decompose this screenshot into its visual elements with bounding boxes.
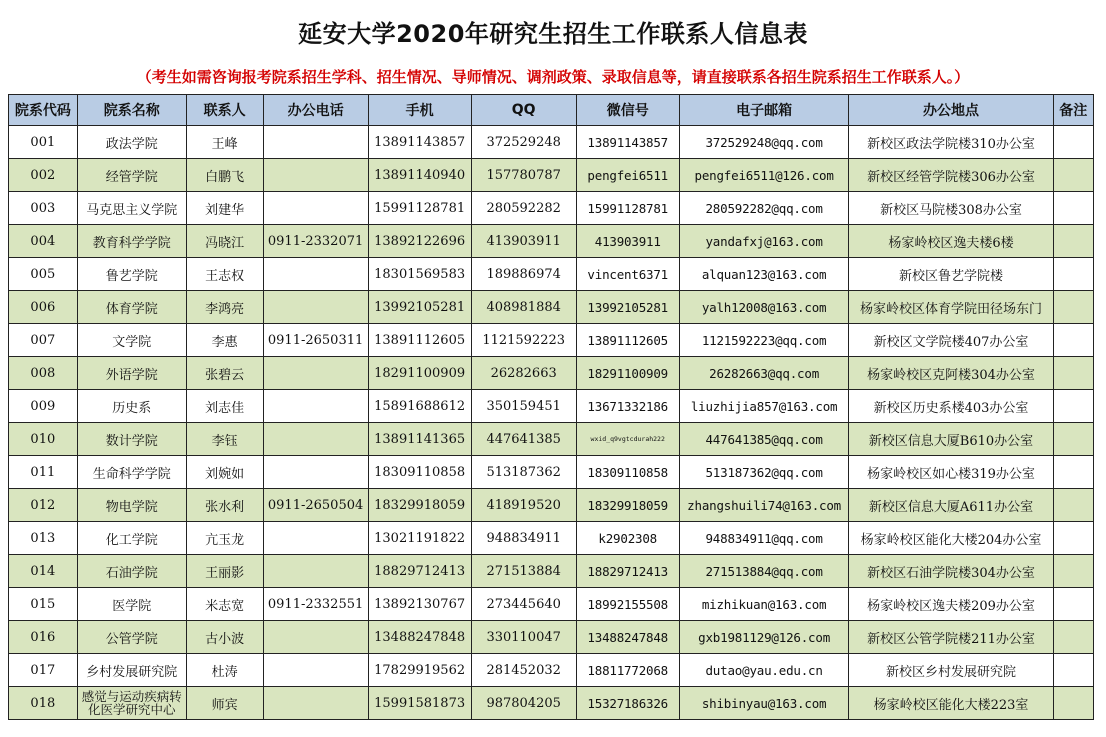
cell-email: zhangshuili74@163.com bbox=[679, 489, 849, 522]
table-row bbox=[9, 291, 1094, 324]
cell-office-phone: 0911-2332551 bbox=[263, 588, 368, 621]
cell-dept-code: 015 bbox=[9, 588, 78, 621]
cell-remarks bbox=[1053, 654, 1093, 687]
cell-office-location: 杨家岭校区逸夫楼209办公室 bbox=[849, 588, 1053, 621]
cell-remarks bbox=[1053, 357, 1093, 390]
cell-dept-code: 005 bbox=[9, 258, 78, 291]
cell-email: liuzhijia857@163.com bbox=[679, 390, 849, 423]
cell-mobile: 18301569583 bbox=[368, 258, 471, 291]
cell-office-phone bbox=[263, 456, 368, 489]
cell-office-location: 新校区鲁艺学院楼 bbox=[849, 258, 1053, 291]
table-row bbox=[9, 357, 1094, 390]
cell-mobile: 18309110858 bbox=[368, 456, 471, 489]
table-row bbox=[9, 456, 1094, 489]
cell-wechat: 13992105281 bbox=[576, 291, 679, 324]
cell-contact-name: 古小波 bbox=[186, 621, 263, 654]
cell-remarks bbox=[1053, 192, 1093, 225]
cell-contact-name: 李惠 bbox=[186, 324, 263, 357]
cell-remarks bbox=[1053, 159, 1093, 192]
cell-contact-name: 杜涛 bbox=[186, 654, 263, 687]
cell-qq: 280592282 bbox=[471, 192, 576, 225]
cell-remarks bbox=[1053, 489, 1093, 522]
header-office-phone: 办公电话 bbox=[263, 95, 368, 126]
cell-mobile: 13488247848 bbox=[368, 621, 471, 654]
table-row bbox=[9, 126, 1094, 159]
cell-dept-code: 009 bbox=[9, 390, 78, 423]
cell-qq: 413903911 bbox=[471, 225, 576, 258]
table-header-row bbox=[9, 95, 1094, 126]
table-row bbox=[9, 555, 1094, 588]
cell-office-phone: 0911-2650504 bbox=[263, 489, 368, 522]
cell-remarks bbox=[1053, 456, 1093, 489]
cell-mobile: 13891141365 bbox=[368, 423, 471, 456]
cell-contact-name: 王峰 bbox=[186, 126, 263, 159]
cell-dept-name: 生命科学学院 bbox=[77, 456, 186, 489]
cell-office-location: 新校区信息大厦B610办公室 bbox=[849, 423, 1053, 456]
cell-email: 271513884@qq.com bbox=[679, 555, 849, 588]
cell-dept-name: 外语学院 bbox=[77, 357, 186, 390]
cell-dept-name: 化工学院 bbox=[77, 522, 186, 555]
cell-dept-name: 政法学院 bbox=[77, 126, 186, 159]
cell-dept-code: 013 bbox=[9, 522, 78, 555]
cell-dept-code: 006 bbox=[9, 291, 78, 324]
cell-qq: 948834911 bbox=[471, 522, 576, 555]
cell-remarks bbox=[1053, 126, 1093, 159]
cell-wechat: 413903911 bbox=[576, 225, 679, 258]
cell-office-location: 新校区马院楼308办公室 bbox=[849, 192, 1053, 225]
cell-office-location: 新校区公管学院楼211办公室 bbox=[849, 621, 1053, 654]
cell-email: 1121592223@qq.com bbox=[679, 324, 849, 357]
cell-qq: 513187362 bbox=[471, 456, 576, 489]
table-row bbox=[9, 522, 1094, 555]
cell-contact-name: 李钰 bbox=[186, 423, 263, 456]
cell-qq: 189886974 bbox=[471, 258, 576, 291]
cell-contact-name: 米志宽 bbox=[186, 588, 263, 621]
cell-office-location: 杨家岭校区逸夫楼6楼 bbox=[849, 225, 1053, 258]
cell-contact-name: 白鹏飞 bbox=[186, 159, 263, 192]
cell-mobile: 15991581873 bbox=[368, 687, 471, 720]
cell-qq: 447641385 bbox=[471, 423, 576, 456]
cell-mobile: 13891143857 bbox=[368, 126, 471, 159]
cell-email: 26282663@qq.com bbox=[679, 357, 849, 390]
cell-wechat: 13488247848 bbox=[576, 621, 679, 654]
cell-office-phone bbox=[263, 390, 368, 423]
header-qq: QQ bbox=[471, 95, 576, 126]
cell-dept-code: 014 bbox=[9, 555, 78, 588]
cell-office-phone bbox=[263, 687, 368, 720]
cell-office-phone bbox=[263, 291, 368, 324]
cell-office-phone bbox=[263, 522, 368, 555]
cell-office-phone bbox=[263, 192, 368, 225]
cell-mobile: 13992105281 bbox=[368, 291, 471, 324]
cell-office-location: 新校区政法学院楼310办公室 bbox=[849, 126, 1053, 159]
cell-office-phone: 0911-2650311 bbox=[263, 324, 368, 357]
contact-table bbox=[8, 94, 1094, 720]
cell-dept-name: 感觉与运动疾病转化医学研究中心 bbox=[77, 687, 186, 720]
header-office-location: 办公地点 bbox=[849, 95, 1053, 126]
table-row bbox=[9, 654, 1094, 687]
cell-remarks bbox=[1053, 423, 1093, 456]
cell-mobile: 15891688612 bbox=[368, 390, 471, 423]
cell-remarks bbox=[1053, 324, 1093, 357]
cell-qq: 1121592223 bbox=[471, 324, 576, 357]
cell-wechat: wxid_q9vgtcdurah222 bbox=[576, 423, 679, 456]
header-contact: 联系人 bbox=[186, 95, 263, 126]
cell-wechat: 15327186326 bbox=[576, 687, 679, 720]
table-row bbox=[9, 588, 1094, 621]
cell-dept-name: 马克思主义学院 bbox=[77, 192, 186, 225]
cell-mobile: 13021191822 bbox=[368, 522, 471, 555]
cell-mobile: 13892130767 bbox=[368, 588, 471, 621]
table-row bbox=[9, 324, 1094, 357]
cell-email: shibinyau@163.com bbox=[679, 687, 849, 720]
cell-mobile: 13892122696 bbox=[368, 225, 471, 258]
table-row bbox=[9, 390, 1094, 423]
cell-mobile: 17829919562 bbox=[368, 654, 471, 687]
cell-dept-name: 体育学院 bbox=[77, 291, 186, 324]
cell-qq: 271513884 bbox=[471, 555, 576, 588]
table-row bbox=[9, 687, 1094, 720]
cell-contact-name: 刘婉如 bbox=[186, 456, 263, 489]
cell-dept-name: 经管学院 bbox=[77, 159, 186, 192]
cell-contact-name: 李鸿亮 bbox=[186, 291, 263, 324]
cell-office-phone bbox=[263, 159, 368, 192]
cell-wechat: pengfei6511 bbox=[576, 159, 679, 192]
cell-office-phone bbox=[263, 621, 368, 654]
page-title: 延安大学2020年研究生招生工作联系人信息表 bbox=[298, 20, 808, 48]
cell-qq: 157780787 bbox=[471, 159, 576, 192]
cell-dept-code: 008 bbox=[9, 357, 78, 390]
cell-mobile: 15991128781 bbox=[368, 192, 471, 225]
cell-dept-name: 乡村发展研究院 bbox=[77, 654, 186, 687]
cell-dept-code: 003 bbox=[9, 192, 78, 225]
cell-email: 513187362@qq.com bbox=[679, 456, 849, 489]
cell-wechat: 18329918059 bbox=[576, 489, 679, 522]
cell-office-phone bbox=[263, 258, 368, 291]
cell-qq: 350159451 bbox=[471, 390, 576, 423]
table-row bbox=[9, 621, 1094, 654]
cell-office-phone bbox=[263, 357, 368, 390]
cell-contact-name: 王丽影 bbox=[186, 555, 263, 588]
table-row bbox=[9, 423, 1094, 456]
cell-dept-code: 016 bbox=[9, 621, 78, 654]
table-row bbox=[9, 258, 1094, 291]
cell-email: gxb1981129@126.com bbox=[679, 621, 849, 654]
cell-email: 447641385@qq.com bbox=[679, 423, 849, 456]
cell-dept-name: 鲁艺学院 bbox=[77, 258, 186, 291]
cell-dept-name: 石油学院 bbox=[77, 555, 186, 588]
header-remarks: 备注 bbox=[1053, 95, 1093, 126]
cell-contact-name: 张碧云 bbox=[186, 357, 263, 390]
cell-qq: 408981884 bbox=[471, 291, 576, 324]
cell-email: mizhikuan@163.com bbox=[679, 588, 849, 621]
cell-office-location: 杨家岭校区体育学院田径场东门 bbox=[849, 291, 1053, 324]
cell-wechat: k2902308 bbox=[576, 522, 679, 555]
cell-dept-name: 公管学院 bbox=[77, 621, 186, 654]
cell-mobile: 13891112605 bbox=[368, 324, 471, 357]
cell-email: yandafxj@163.com bbox=[679, 225, 849, 258]
cell-office-phone bbox=[263, 126, 368, 159]
cell-remarks bbox=[1053, 258, 1093, 291]
cell-office-location: 杨家岭校区如心楼319办公室 bbox=[849, 456, 1053, 489]
cell-dept-code: 007 bbox=[9, 324, 78, 357]
cell-dept-name: 文学院 bbox=[77, 324, 186, 357]
cell-wechat: 18309110858 bbox=[576, 456, 679, 489]
cell-remarks bbox=[1053, 621, 1093, 654]
cell-email: 280592282@qq.com bbox=[679, 192, 849, 225]
cell-dept-code: 002 bbox=[9, 159, 78, 192]
cell-dept-code: 012 bbox=[9, 489, 78, 522]
header-wechat: 微信号 bbox=[576, 95, 679, 126]
cell-email: pengfei6511@126.com bbox=[679, 159, 849, 192]
cell-mobile: 18291100909 bbox=[368, 357, 471, 390]
cell-dept-code: 011 bbox=[9, 456, 78, 489]
cell-office-phone bbox=[263, 654, 368, 687]
cell-remarks bbox=[1053, 522, 1093, 555]
table-row bbox=[9, 489, 1094, 522]
cell-contact-name: 王志权 bbox=[186, 258, 263, 291]
cell-email: alquan123@163.com bbox=[679, 258, 849, 291]
cell-contact-name: 冯晓江 bbox=[186, 225, 263, 258]
cell-contact-name: 师宾 bbox=[186, 687, 263, 720]
cell-qq: 372529248 bbox=[471, 126, 576, 159]
table-row bbox=[9, 159, 1094, 192]
cell-dept-name: 医学院 bbox=[77, 588, 186, 621]
cell-wechat: 18992155508 bbox=[576, 588, 679, 621]
cell-wechat: 18829712413 bbox=[576, 555, 679, 588]
cell-remarks bbox=[1053, 225, 1093, 258]
cell-office-location: 杨家岭校区能化大楼204办公室 bbox=[849, 522, 1053, 555]
cell-contact-name: 亢玉龙 bbox=[186, 522, 263, 555]
cell-contact-name: 刘志佳 bbox=[186, 390, 263, 423]
cell-contact-name: 张水利 bbox=[186, 489, 263, 522]
cell-email: yalh12008@163.com bbox=[679, 291, 849, 324]
cell-office-location: 新校区信息大厦A611办公室 bbox=[849, 489, 1053, 522]
cell-wechat: vincent6371 bbox=[576, 258, 679, 291]
header-email: 电子邮箱 bbox=[679, 95, 849, 126]
cell-remarks bbox=[1053, 555, 1093, 588]
cell-remarks bbox=[1053, 588, 1093, 621]
cell-dept-name: 历史系 bbox=[77, 390, 186, 423]
cell-dept-name: 数计学院 bbox=[77, 423, 186, 456]
cell-dept-name: 教育科学学院 bbox=[77, 225, 186, 258]
header-dept-name: 院系名称 bbox=[77, 95, 186, 126]
cell-dept-name: 物电学院 bbox=[77, 489, 186, 522]
cell-qq: 26282663 bbox=[471, 357, 576, 390]
cell-qq: 418919520 bbox=[471, 489, 576, 522]
cell-dept-code: 010 bbox=[9, 423, 78, 456]
cell-office-phone bbox=[263, 423, 368, 456]
cell-office-location: 新校区文学院楼407办公室 bbox=[849, 324, 1053, 357]
cell-contact-name: 刘建华 bbox=[186, 192, 263, 225]
cell-wechat: 13891112605 bbox=[576, 324, 679, 357]
table-row bbox=[9, 192, 1094, 225]
cell-office-location: 新校区经管学院楼306办公室 bbox=[849, 159, 1053, 192]
cell-qq: 273445640 bbox=[471, 588, 576, 621]
cell-email: 948834911@qq.com bbox=[679, 522, 849, 555]
cell-wechat: 18811772068 bbox=[576, 654, 679, 687]
cell-office-location: 新校区乡村发展研究院 bbox=[849, 654, 1053, 687]
cell-office-location: 新校区历史系楼403办公室 bbox=[849, 390, 1053, 423]
cell-mobile: 18829712413 bbox=[368, 555, 471, 588]
cell-email: 372529248@qq.com bbox=[679, 126, 849, 159]
cell-dept-code: 018 bbox=[9, 687, 78, 720]
notice-text: （考生如需咨询报考院系招生学科、招生情况、导师情况、调剂政策、录取信息等，请直接联系各招生院系招生工作联系人。） bbox=[136, 68, 970, 86]
cell-mobile: 13891140940 bbox=[368, 159, 471, 192]
cell-wechat: 13671332186 bbox=[576, 390, 679, 423]
cell-dept-code: 004 bbox=[9, 225, 78, 258]
cell-email: dutao@yau.edu.cn bbox=[679, 654, 849, 687]
header-dept-code: 院系代码 bbox=[9, 95, 78, 126]
cell-wechat: 13891143857 bbox=[576, 126, 679, 159]
cell-office-phone bbox=[263, 555, 368, 588]
cell-office-location: 杨家岭校区克阿楼304办公室 bbox=[849, 357, 1053, 390]
cell-remarks bbox=[1053, 687, 1093, 720]
cell-wechat: 15991128781 bbox=[576, 192, 679, 225]
cell-remarks bbox=[1053, 390, 1093, 423]
cell-wechat: 18291100909 bbox=[576, 357, 679, 390]
cell-dept-code: 017 bbox=[9, 654, 78, 687]
header-mobile: 手机 bbox=[368, 95, 471, 126]
cell-office-phone: 0911-2332071 bbox=[263, 225, 368, 258]
cell-remarks bbox=[1053, 291, 1093, 324]
cell-dept-code: 001 bbox=[9, 126, 78, 159]
cell-qq: 987804205 bbox=[471, 687, 576, 720]
cell-qq: 330110047 bbox=[471, 621, 576, 654]
cell-office-location: 杨家岭校区能化大楼223室 bbox=[849, 687, 1053, 720]
cell-qq: 281452032 bbox=[471, 654, 576, 687]
table-row bbox=[9, 225, 1094, 258]
cell-mobile: 18329918059 bbox=[368, 489, 471, 522]
cell-office-location: 新校区石油学院楼304办公室 bbox=[849, 555, 1053, 588]
